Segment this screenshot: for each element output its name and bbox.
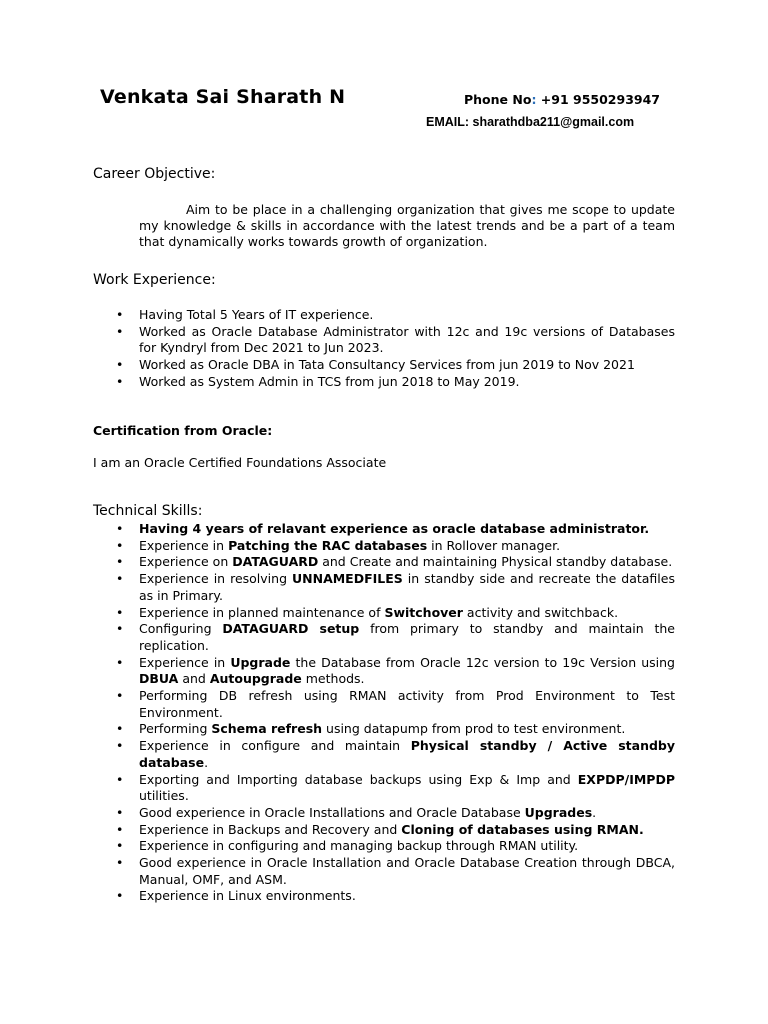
skill-emphasis: Patching the RAC databases [228, 537, 428, 553]
skill-text: Experience in planned maintenance of [139, 604, 385, 620]
skill-text: and Create and maintaining Physical standby database. [318, 554, 673, 570]
skill-text: Good experience in Oracle Installation and Oracle Database Creation through DBCA, Manual, OMF, and ASM. [139, 855, 675, 887]
skill-emphasis: DBUA [139, 671, 179, 687]
skill-emphasis: Schema refresh [211, 721, 323, 737]
phone-line [464, 92, 660, 107]
phone-colon: : [531, 92, 537, 107]
technical-skill-item [93, 855, 675, 888]
work-experience-heading: Work Experience: [93, 272, 216, 288]
work-experience-list [93, 307, 675, 391]
skill-emphasis: Autoupgrade [209, 671, 302, 687]
skill-text: Experience in [139, 654, 231, 670]
skill-emphasis: Upgrades [524, 804, 593, 820]
technical-skill-item [93, 688, 675, 721]
certification-heading: Certification from Oracle: [93, 423, 273, 438]
skill-emphasis: DATAGUARD setup [222, 621, 360, 637]
work-experience-item: • Worked as Oracle DBA in Tata Consultancy Services from jun 2019 to Nov 2021 [93, 357, 675, 374]
skill-text: . [592, 804, 597, 820]
skill-emphasis: Upgrade [230, 654, 291, 670]
skill-emphasis: Switchover [384, 604, 463, 620]
technical-skill-item [93, 805, 675, 822]
skill-text: utilities. [139, 788, 189, 804]
career-objective-heading: Career Objective: [93, 166, 216, 182]
technical-skill-item [93, 888, 675, 905]
skill-text: Exporting and Importing database backups using Exp & Imp and [139, 771, 578, 787]
technical-skills-list [93, 521, 675, 905]
technical-skill-item [93, 538, 675, 555]
skill-text: Performing DB refresh using RMAN activity from Prod Environment to Test Environment. [139, 688, 675, 720]
skill-text: Experience in Backups and Recovery and [139, 821, 402, 837]
candidate-name: Venkata Sai Sharath N [100, 86, 346, 108]
skill-text: methods. [301, 671, 365, 687]
technical-skill-item [93, 621, 675, 654]
skill-text: and [178, 671, 210, 687]
technical-skill-item [93, 738, 675, 771]
work-experience-item: • Worked as System Admin in TCS from jun 2018 to May 2019. [93, 374, 675, 391]
skill-emphasis: UNNAMEDFILES [292, 571, 403, 587]
technical-skill-item [93, 822, 675, 839]
technical-skill-item [93, 838, 675, 855]
email-line: EMAIL: sharathdba211@gmail.com [426, 115, 635, 129]
certification-text: I am an Oracle Certified Foundations Associate [93, 455, 387, 470]
skill-text: from primary to standby and maintain the replication. [139, 621, 675, 653]
skill-text: Experience in resolving [139, 571, 292, 587]
skill-text: Good experience in Oracle Installations and Oracle Database [139, 804, 525, 820]
skill-text: Experience in configure and maintain [139, 738, 411, 754]
skill-text: Experience on [139, 554, 233, 570]
technical-skill-item [93, 605, 675, 622]
skill-text: Experience in Linux environments. [139, 888, 356, 904]
skill-emphasis: Physical standby / Active standby database [139, 738, 676, 770]
technical-skill-item [93, 554, 675, 571]
technical-skill-item [93, 571, 675, 604]
skill-emphasis: Cloning of databases using RMAN. [401, 821, 644, 837]
work-experience-item: • Having Total 5 Years of IT experience. [93, 307, 675, 324]
technical-skill-item [93, 521, 675, 538]
skill-text: in Rollover manager. [427, 537, 561, 553]
phone-label: Phone No [464, 92, 532, 107]
skill-emphasis: Having 4 years of relavant experience as oracle database administrator. [139, 521, 650, 536]
skill-text: Configuring [139, 621, 223, 637]
skill-text: Experience in [139, 537, 229, 553]
phone-value: +91 9550293947 [536, 92, 660, 107]
skill-text: Performing [139, 721, 212, 737]
skill-text: . [204, 754, 209, 770]
technical-skill-item [93, 655, 675, 688]
work-experience-item: • Worked as Oracle Database Administrator with 12c and 19c versions of Databases for Kyndryl from Dec 2021 to Jun 2023. [93, 324, 675, 357]
skill-text: in standby side and recreate the datafiles as in Primary. [139, 571, 675, 603]
skill-text: using datapump from prod to test environment. [322, 721, 626, 737]
skill-text: activity and switchback. [462, 604, 619, 620]
technical-skill-item [93, 721, 675, 738]
skill-text: Experience in configuring and managing backup through RMAN utility. [139, 838, 579, 854]
skill-emphasis: EXPDP/IMPDP [577, 771, 675, 787]
skill-text: the Database from Oracle 12c version to 19c Version using [290, 654, 675, 670]
career-objective-text: Aim to be place in a challenging organization that gives me scope to update my knowledge & skills in accordance with the latest trends and be a part of a team that dynamically works towards growth of organization. [139, 202, 675, 249]
technical-skills-heading: Technical Skills: [93, 503, 203, 519]
technical-skill-item [93, 772, 675, 805]
skill-emphasis: DATAGUARD [232, 554, 319, 570]
